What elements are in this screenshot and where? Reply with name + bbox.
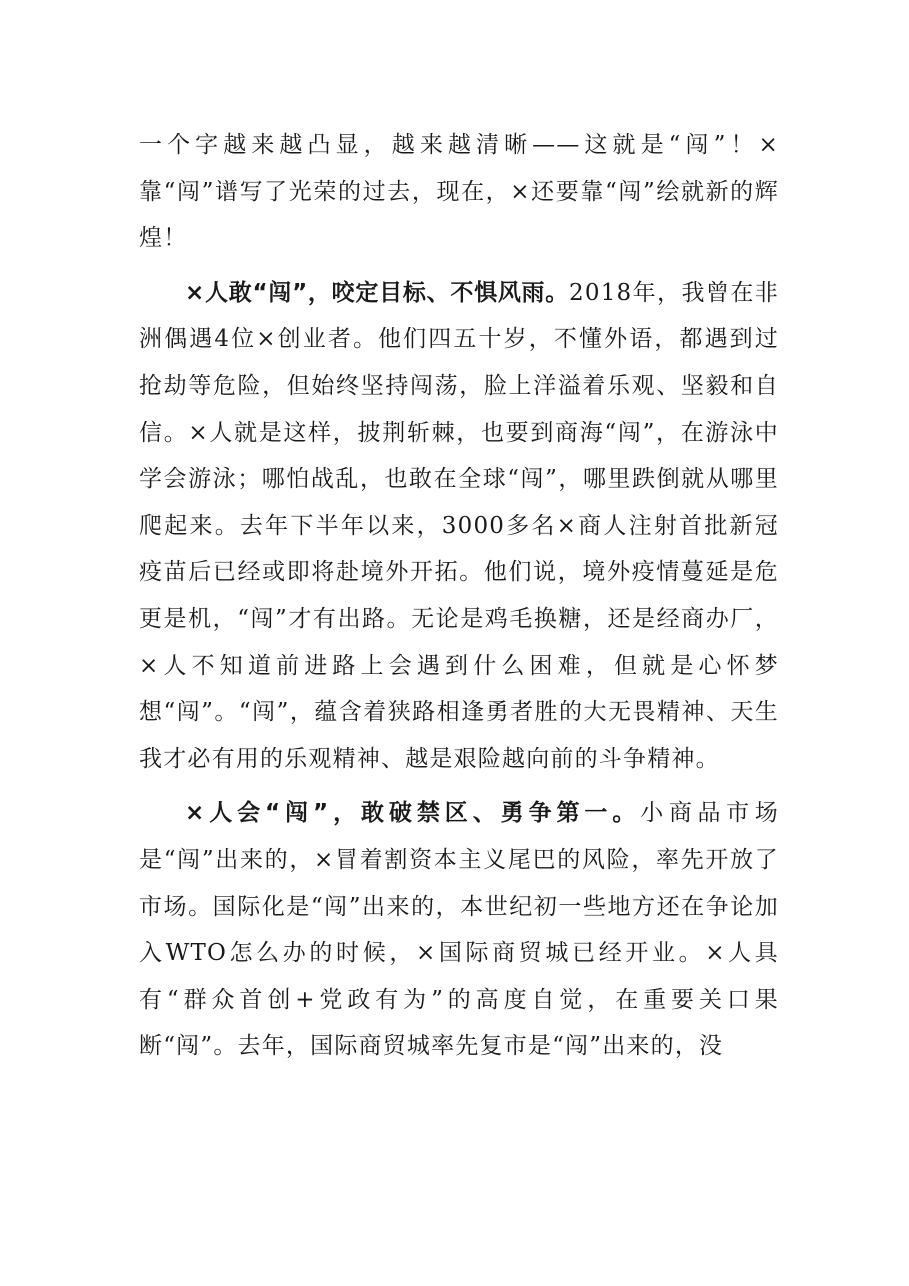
paragraph-intro-continuation — [139, 122, 779, 262]
paragraph-body: 2018年，我曾在非洲偶遇4位×创业者。他们四五十岁，不懂外语，都遇到过抢劫等危险，但始终坚持闯荡，脸上洋溢着乐观、坚毅和自信。×人就是这样，披荆斩棘，也要到商海“闯”，在游泳中学会游泳；哪怕战乱，也敢在全球“闯”，哪里跌倒就从哪里爬起来。去年下半年以来，3000多名×商人注射首批新冠疫苗后已经或即将赴境外开拓。他们说，境外疫情蔓延是危更是机，“闯”才有出路。无论是鸡毛换糖，还是经商办厂，×人不知道前进路上会遇到什么困难，但就是心怀梦想“闯”。“闯”，蕴含着狭路相逢勇者胜的大无畏精神、天生我才必有用的乐观精神、越是艰险越向前的斗争精神。 — [139, 279, 779, 772]
paragraph-good-at-venturing — [139, 790, 779, 1070]
paragraph-body: 小商品市场是“闯”出来的，×冒着割资本主义尾巴的风险，率先开放了市场。国际化是“闯”出来的，本世纪初一些地方还在争论加入WTO怎么办的时候，×国际商贸城已经开业。×人具有“群众首创+党政有为”的高度自觉，在重要关口果断“闯”。去年，国际商贸城率先复市是“闯”出来的，没 — [139, 800, 779, 1060]
paragraph-body: 一个字越来越凸显，越来越清晰——这就是“闯”！×靠“闯”谱写了光荣的过去，现在，×还要靠“闯”绘就新的辉煌！ — [139, 132, 779, 252]
paragraph-lead-heading: ×人会“闯”，敢破禁区、勇争第一。 — [185, 800, 641, 827]
document-body — [139, 122, 779, 1070]
paragraph-dare-to-venture — [139, 270, 779, 783]
paragraph-lead-heading: ×人敢“闯”，咬定目标、不惧风雨。 — [185, 279, 570, 306]
